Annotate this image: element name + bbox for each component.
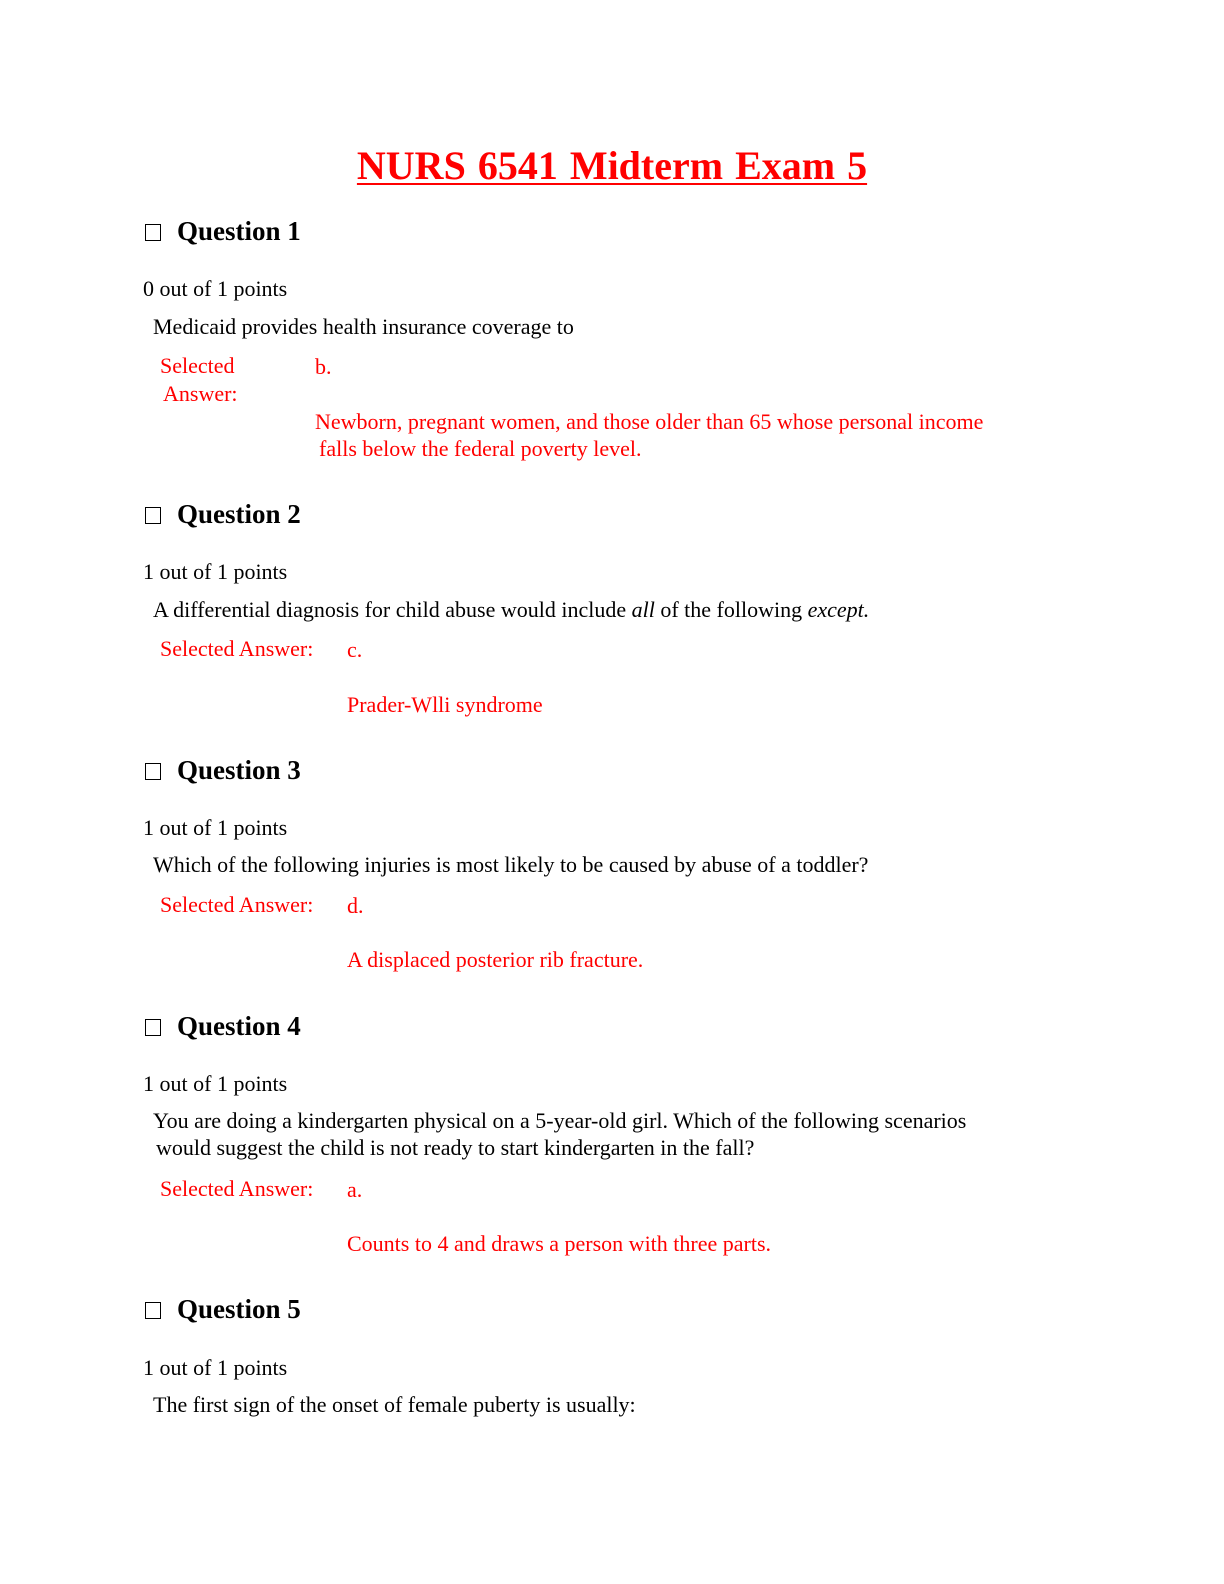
- question-1-points: 0 out of 1 points: [143, 276, 288, 301]
- question-5-title: Question 5: [177, 1294, 301, 1324]
- question-2-answer-text: Prader-Wlli syndrome: [347, 692, 543, 717]
- question-2-title: Question 2: [177, 499, 301, 529]
- question-4-title: Question 4: [177, 1011, 301, 1041]
- checkbox-icon: [145, 763, 161, 780]
- question-4-answer-letter: a.: [347, 1177, 363, 1202]
- question-4-text: You are doing a kindergarten physical on a 5-year-old girl. Which of the following scenarios would suggest the child is not ready to start kindergarten in the fall?: [153, 1108, 967, 1160]
- question-4-selected-label: Selected Answer:: [160, 1176, 314, 1201]
- checkbox-icon: [145, 224, 161, 241]
- question-5-points: 1 out of 1 points: [143, 1355, 288, 1380]
- checkbox-icon: [145, 1302, 161, 1319]
- question-1-text: Medicaid provides health insurance coverage to: [153, 314, 574, 339]
- question-1-title: Question 1: [177, 216, 301, 246]
- question-5-heading: [145, 1294, 301, 1325]
- question-1-answer-letter: b.: [315, 354, 332, 379]
- question-2-heading: [145, 499, 301, 530]
- question-3-points: 1 out of 1 points: [143, 815, 288, 840]
- question-1-selected-label: Selected Answer:: [160, 353, 238, 406]
- question-3-answer-letter: d.: [347, 893, 364, 918]
- question-3-text: Which of the following injuries is most likely to be caused by abuse of a toddler?: [153, 852, 869, 877]
- checkbox-icon: [145, 507, 161, 524]
- question-2-text: A differential diagnosis for child abuse would include all of the following except.: [153, 597, 870, 622]
- question-4-heading: [145, 1011, 301, 1042]
- question-3-title: Question 3: [177, 755, 301, 785]
- question-3-answer-text: A displaced posterior rib fracture.: [347, 947, 644, 972]
- question-1-heading: [145, 216, 301, 247]
- question-2-answer-letter: c.: [347, 637, 363, 662]
- question-2-selected-label: Selected Answer:: [160, 636, 314, 661]
- checkbox-icon: [145, 1019, 161, 1036]
- question-4-points: 1 out of 1 points: [143, 1071, 288, 1096]
- question-3-selected-label: Selected Answer:: [160, 892, 314, 917]
- question-5-text: The first sign of the onset of female puberty is usually:: [153, 1392, 636, 1417]
- question-4-answer-text: Counts to 4 and draws a person with three parts.: [347, 1231, 772, 1256]
- exam-title: NURS 6541 Midterm Exam 5: [356, 143, 868, 188]
- question-3-heading: [145, 755, 301, 786]
- question-2-points: 1 out of 1 points: [143, 559, 288, 584]
- question-1-answer-text: Newborn, pregnant women, and those older than 65 whose personal income falls below the federal poverty level.: [315, 409, 984, 461]
